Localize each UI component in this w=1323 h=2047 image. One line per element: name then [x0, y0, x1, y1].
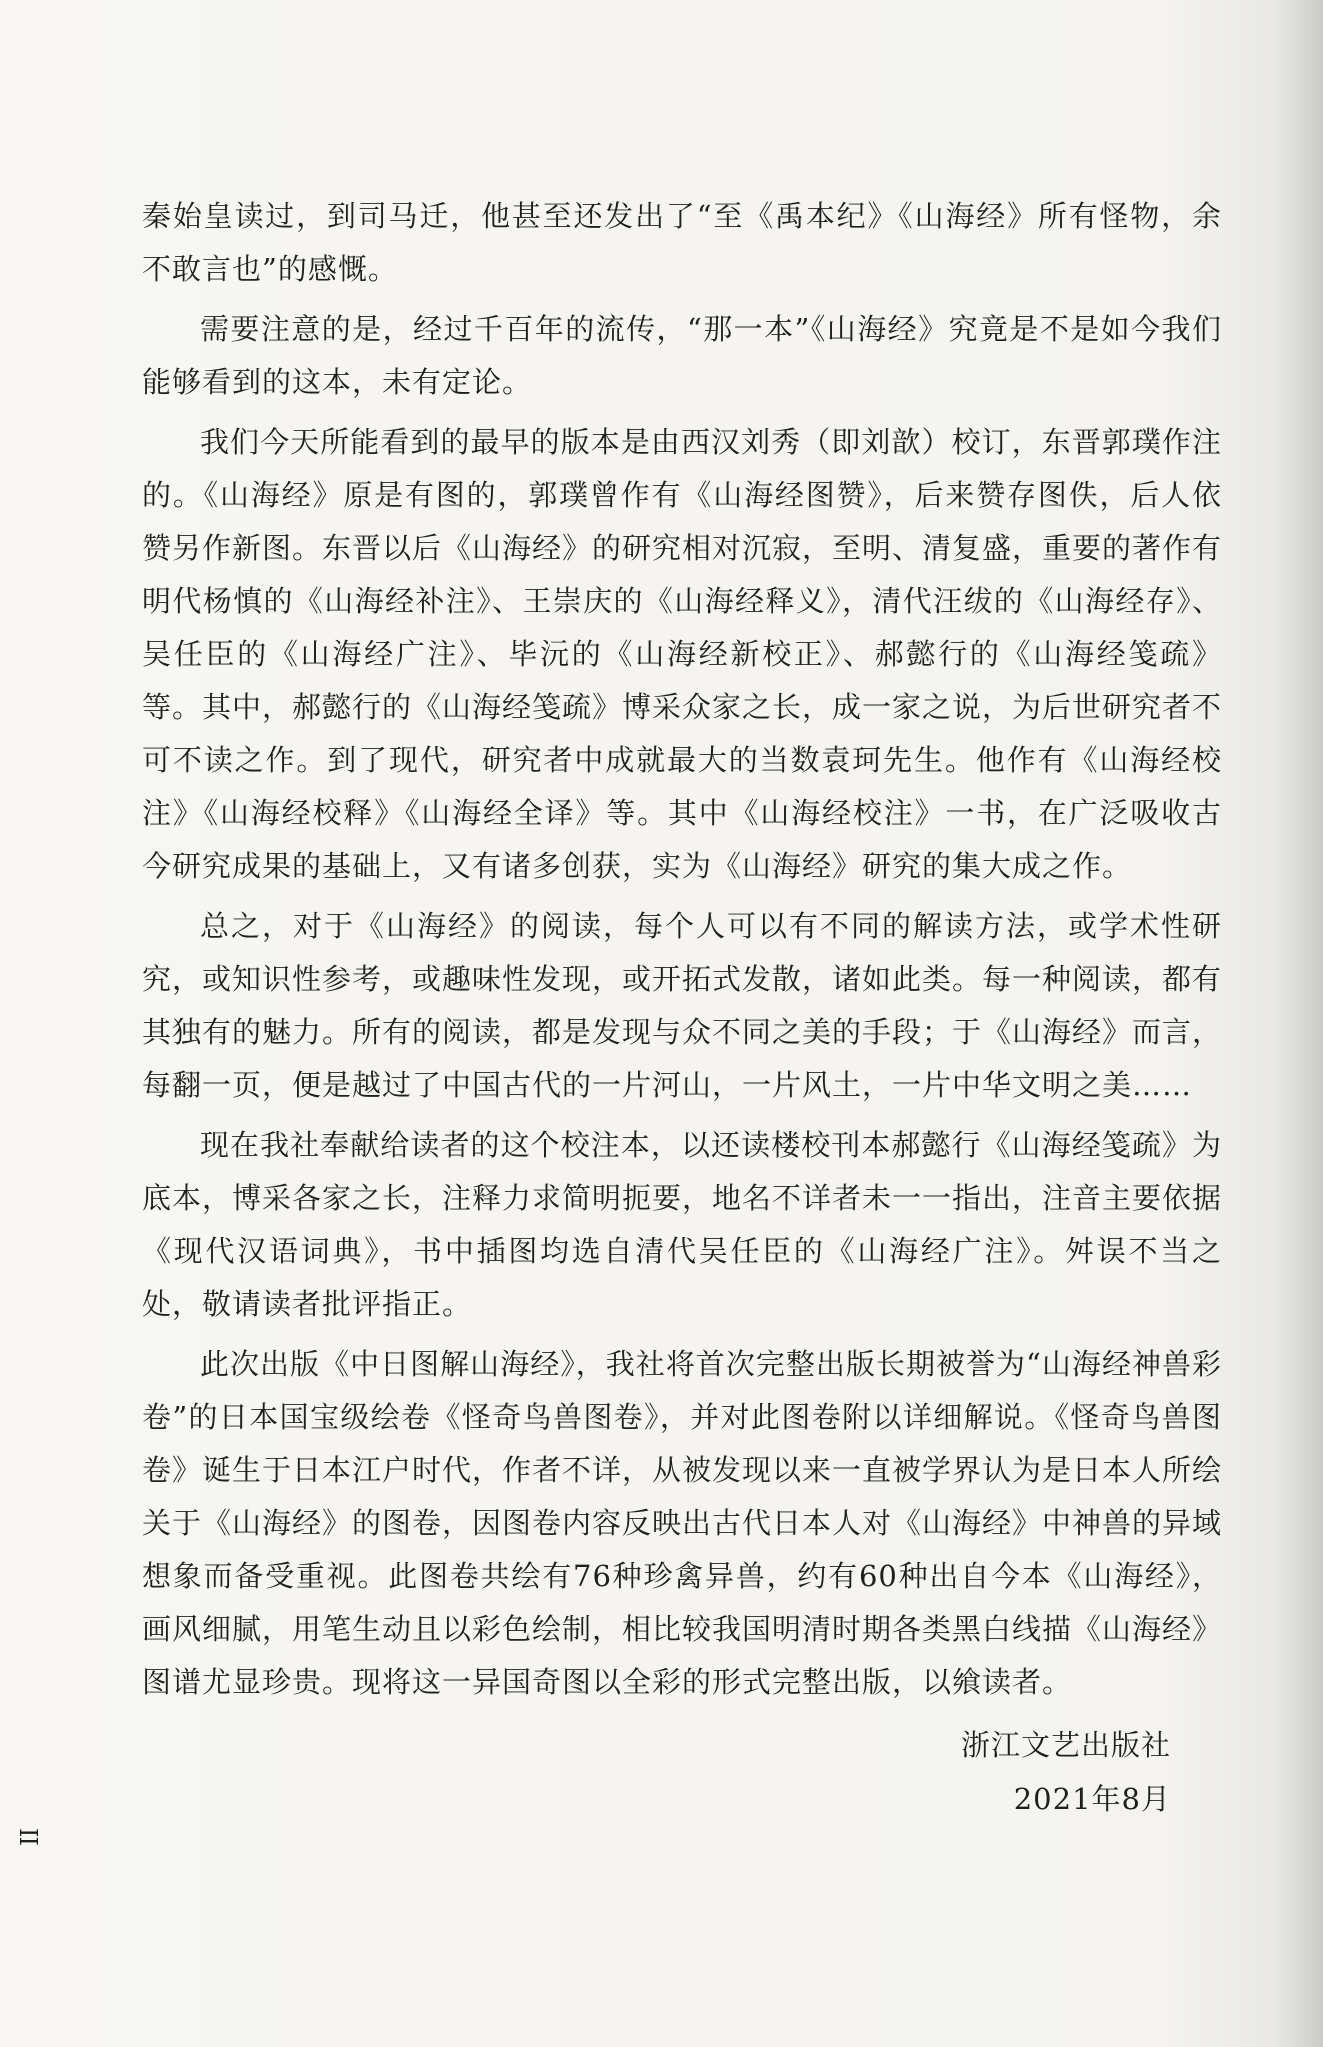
- page-gutter-shadow: [1278, 0, 1323, 2047]
- paragraph-2: 需要注意的是，经过千百年的流传，“那一本”《山海经》究竟是不是如今我们能够看到的这本，未有定论。: [142, 312, 1222, 399]
- signature-block: [851, 1718, 1171, 1826]
- paragraph-4: 总之，对于《山海经》的阅读，每个人可以有不同的解读方法，或学术性研究，或知识性参考，或趣味性发现，或开拓式发散，诸如此类。每一种阅读，都有其独有的魅力。所有的阅读，都是发现与众不同之美的手段；于《山海经》而言，每翻一页，便是越过了中国古代的一片河山，一片风土，一片中华文明之美……: [142, 909, 1223, 1102]
- paragraph-3: 我们今天所能看到的最早的版本是由西汉刘秀（即刘歆）校订，东晋郭璞作注的。《山海经》原是有图的，郭璞曾作有《山海经图赞》，后来赞存图佚，后人依赞另作新图。东晋以后《山海经》的研究相对沉寂，至明、清复盛，重要的著作有明代杨慎的《山海经补注》、王崇庆的《山海经释义》，清代汪绂的《山海经存》、吴任臣的《山海经广注》、毕沅的《山海经新校正》、郝懿行的《山海经笺疏》等。其中，郝懿行的《山海经笺疏》博采众家之长，成一家之说，为后世研究者不可不读之作。到了现代，研究者中成就最大的当数袁珂先生。他作有《山海经校注》《山海经校释》《山海经全译》等。其中《山海经校注》一书，在广泛吸收古今研究成果的基础上，又有诸多创获，实为《山海经》研究的集大成之作。: [142, 425, 1223, 883]
- publisher-name: 浙江文艺出版社: [960, 1728, 1171, 1762]
- publication-date: 2021年8月: [1013, 1782, 1171, 1816]
- paragraph-5: 现在我社奉献给读者的这个校注本，以还读楼校刊本郝懿行《山海经笺疏》为底本，博采各家之长，注释力求简明扼要，地名不详者未一一指出，注音主要依据《现代汉语词典》，书中插图均选自清代吴任臣的《山海经广注》。舛误不当之处，敬请读者批评指正。: [142, 1128, 1223, 1321]
- paragraph-1: 秦始皇读过，到司马迁，他甚至还发出了“至《禹本纪》《山海经》所有怪物，余不敢言也”的感慨。: [142, 199, 1222, 286]
- page-number: II: [14, 1828, 42, 1845]
- paragraph-6: 此次出版《中日图解山海经》，我社将首次完整出版长期被誉为“山海经神兽彩卷”的日本国宝级绘卷《怪奇鸟兽图卷》，并对此图卷附以详细解说。《怪奇鸟兽图卷》诞生于日本江户时代，作者不详，从被发现以来一直被学界认为是日本人所绘关于《山海经》的图卷，因图卷内容反映出古代日本人对《山海经》中神兽的异域想象而备受重视。此图卷共绘有76种珍禽异兽，约有60种出自今本《山海经》，画风细腻，用笔生动且以彩色绘制，相比较我国明清时期各类黑白线描《山海经》图谱尤显珍贵。现将这一异国奇图以全彩的形式完整出版，以飨读者。: [142, 1347, 1223, 1699]
- body-text: [142, 190, 1222, 1716]
